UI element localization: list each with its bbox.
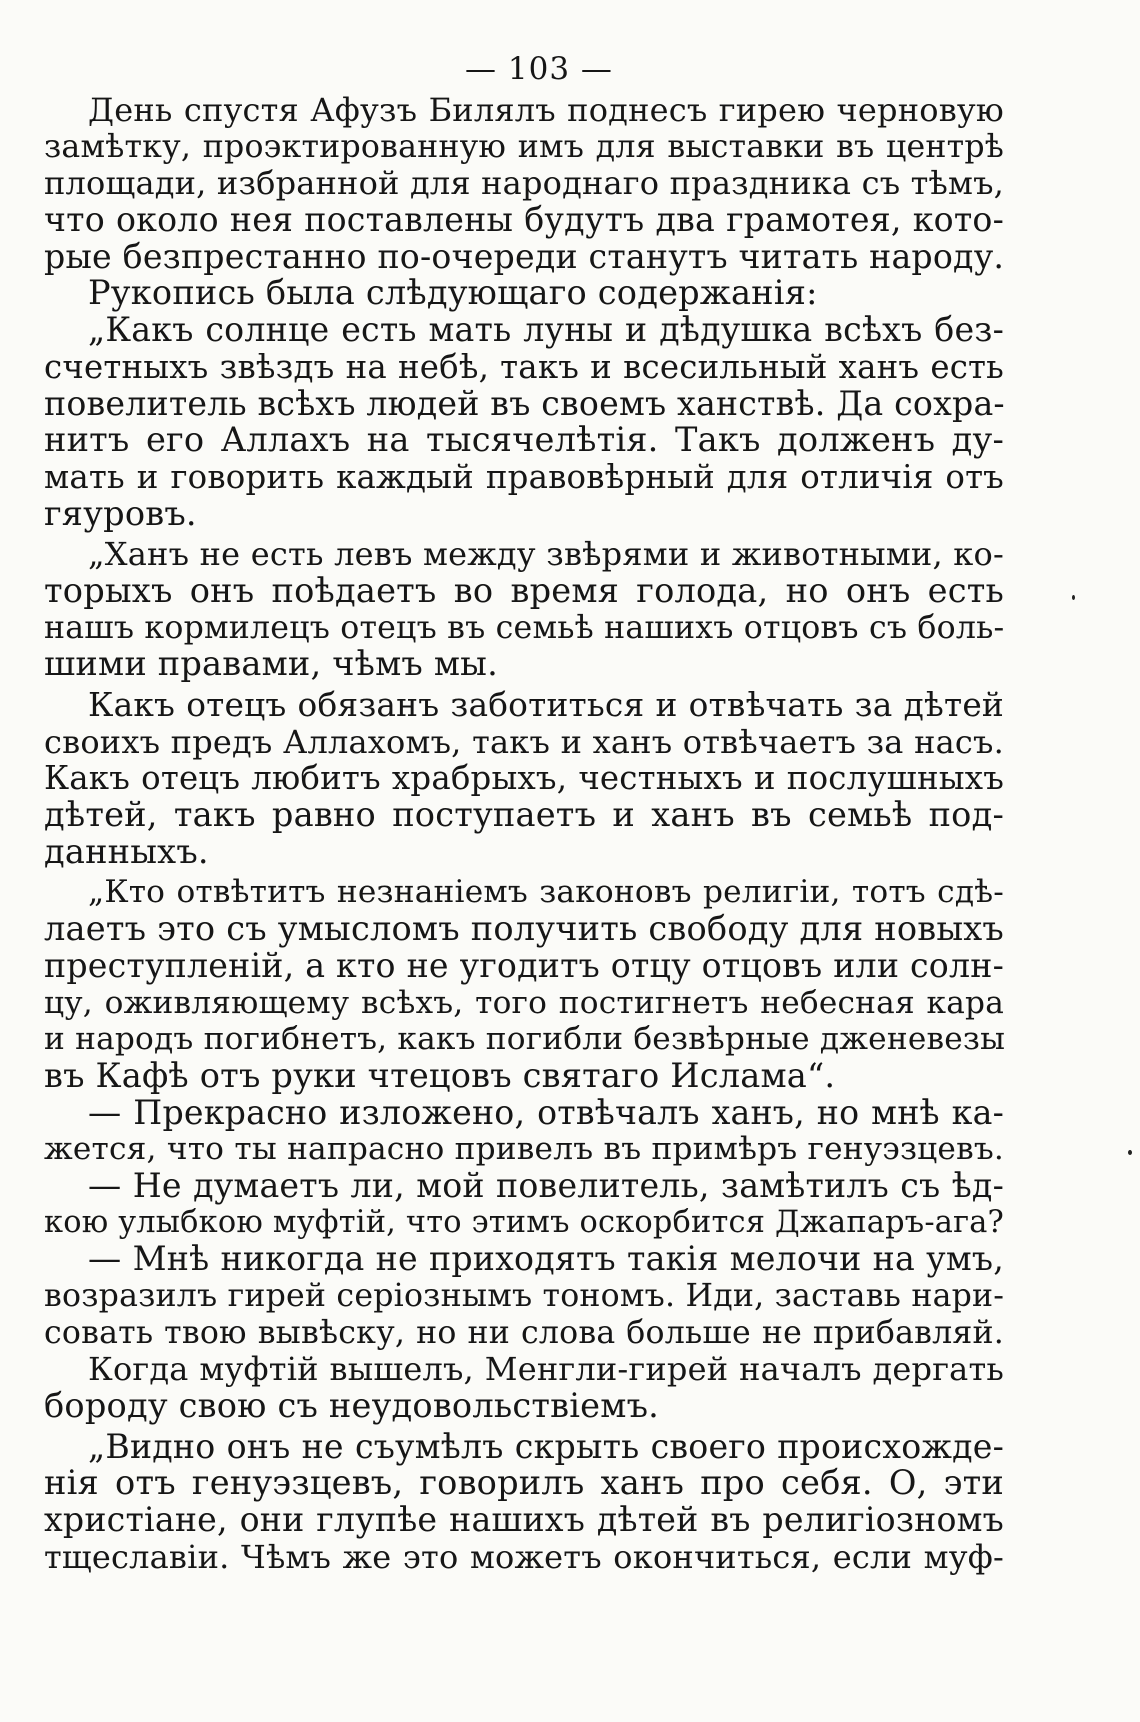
text-line: что около нея поставлены будутъ два грамотея, кото- [44,200,1004,240]
text-line: совать твою вывѣску, но ни слова больше не прибавляй. [44,1314,1004,1351]
paragraph [44,1241,1004,1351]
text-line: цу, оживляющему всѣхъ, того постигнетъ небесная кара [44,984,1004,1021]
page-number: — 103 — [465,51,613,87]
text-line: торыхъ онъ поѣдаетъ во время голода, но онъ есть [44,570,1004,610]
text-line: рые безпрестанно по-очереди станутъ читать народу. [44,236,1005,276]
text-line: площади, избранной для народнаго праздника съ тѣмъ, [44,164,1005,203]
scan-speck [1072,595,1075,600]
text-line: — Мнѣ никогда не приходятъ такія мелочи на умъ, [88,1239,1004,1279]
paragraph [44,874,1004,1094]
paragraph [44,92,1004,275]
paragraph [44,1165,1005,1241]
text-line: нитъ его Аллахъ на тысячелѣтія. Такъ долженъ ду- [44,420,1004,460]
text-line: жется, что ты напрасно привелъ въ примѣръ генуэзцевъ. [44,1131,1004,1168]
text-line: своихъ предъ Аллахомъ, такъ и ханъ отвѣчаетъ за насъ. [44,722,1004,761]
text-line: въ Кафѣ отъ руки чтецовъ святаго Ислама“. [44,1055,836,1095]
text-line: День спустя Афузъ Билялъ поднесъ гирею черновую [88,91,1004,129]
text-line: кою улыбкою муфтій, что этимъ оскорбится Джапаръ-ага? [44,1204,1005,1240]
text-line: счетныхъ звѣздъ на небѣ, такъ и всесильный ханъ есть [44,347,1004,386]
text-line: Какъ отецъ любитъ храбрыхъ, честныхъ и послушныхъ [44,759,1004,798]
text-line: тщеславіи. Чѣмъ же это можетъ окончиться, если муф- [44,1537,1004,1576]
text-line: „Видно онъ не съумѣлъ скрыть своего происхожде- [88,1426,1004,1466]
text-line: бороду свою съ неудовольствіемъ. [44,1386,660,1426]
text-line: гяуровъ. [44,493,197,533]
scan-speck [1128,1150,1132,1155]
text-line: „Кто отвѣтитъ незнаніемъ законовъ религіи, тотъ сдѣ- [88,874,1004,911]
text-line: „Какъ солнце есть мать луны и дѣдушка всѣхъ без- [88,310,1004,350]
text-line: Какъ отецъ обязанъ заботиться и отвѣчать за дѣтей [88,686,1004,724]
text-line: мать и говорить каждый правовѣрный для отличія отъ [44,457,1004,496]
paragraph [44,687,1004,870]
text-line: повелитель всѣхъ людей въ своемъ ханствѣ. Да сохра- [44,383,1005,423]
text-line: — Прекрасно изложено, отвѣчалъ ханъ, но мнѣ ка- [88,1092,1004,1132]
text-line: шими правами, чѣмъ мы. [44,644,498,684]
paragraph [44,1426,1004,1576]
text-line: „Ханъ не есть левъ между звѣрями и животными, ко- [88,535,1004,574]
book-page [44,48,1004,1688]
body-text [44,92,1004,1576]
text-line: преступленій, а кто не угодитъ отцу отцовъ или солн- [44,945,1004,985]
text-line: замѣтку, проэктированную имъ для выставки въ центрѣ [44,128,1004,165]
paragraph [44,312,1004,532]
text-line: нашъ кормилецъ отецъ въ семьѣ нашихъ отцовъ съ боль- [44,609,1005,646]
paragraph [44,536,1004,683]
paragraph [44,275,1004,312]
text-line: дѣтей, такъ равно поступаетъ и ханъ въ семьѣ под- [44,795,1004,835]
text-line: Рукопись была слѣдующаго содержанія: [88,273,818,313]
text-line: возразилъ гирей серіознымъ тономъ. Иди, заставь нари- [44,1278,1005,1314]
paragraph [44,1092,1004,1168]
text-line: христіане, они глупѣе нашихъ дѣтей въ религіозномъ [44,1500,1004,1540]
text-line: данныхъ. [44,831,209,871]
paragraph [44,1351,1004,1424]
text-line: Когда муфтій вышелъ, Менгли-гирей началъ дергать [88,1350,1004,1389]
text-line: и народъ погибнетъ, какъ погибли безвѣрные дженевезы [44,1021,1006,1058]
text-line: — Не думаетъ ли, мой повелитель, замѣтилъ съ ѣд- [88,1165,1004,1205]
text-line: лаетъ это съ умысломъ получить свободу для новыхъ [44,909,1004,949]
text-line: нія отъ генуэзцевъ, говорилъ ханъ про себя. О, эти [44,1463,1004,1503]
